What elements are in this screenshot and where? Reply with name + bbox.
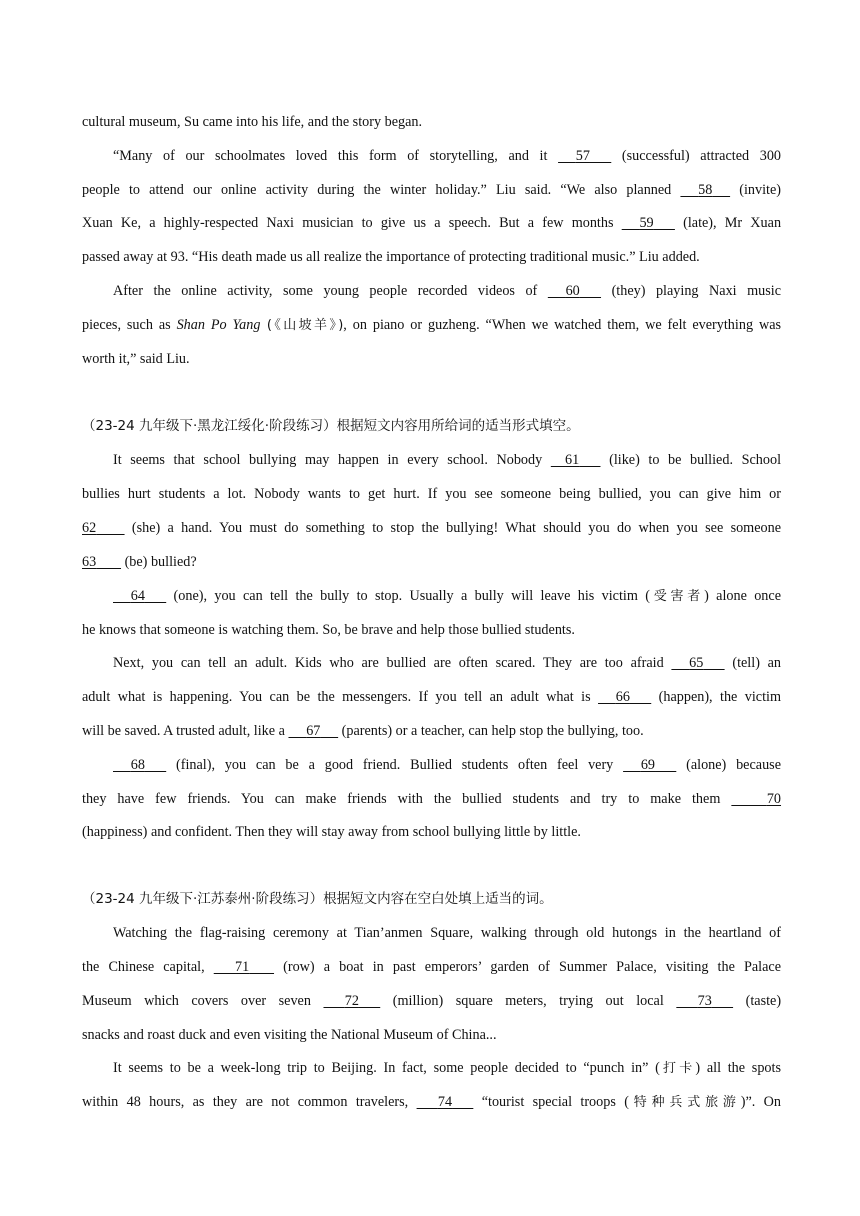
- text-line: Museum which covers over seven 72 (million) square meters, trying out local 73 (taste): [82, 993, 782, 1009]
- blank-67: 67: [306, 723, 321, 739]
- blank-65: 65: [689, 655, 704, 671]
- text-line: It seems that school bullying may happen in every school. Nobody 61 (like) to be bullied. School: [113, 452, 782, 468]
- section-heading: （23-24 九年级下·黑龙江绥化·阶段练习）根据短文内容用所给词的适当形式填空。: [82, 418, 580, 434]
- text-line: 64 (one), you can tell the bully to stop. Usually a bully will leave his victim (受害者) alone once: [113, 586, 781, 607]
- text-line: It seems to be a week-long trip to Beijing. In fact, some people decided to “punch in” (打卡) all the spots: [113, 1060, 781, 1076]
- text-line: worth it,” said Liu.: [82, 351, 190, 367]
- blank-71: 71: [235, 959, 250, 975]
- blank-63: 63: [82, 554, 97, 570]
- blank-59: 59: [639, 215, 654, 231]
- section-heading: （23-24 九年级下·江苏泰州·阶段练习）根据短文内容在空白处填上适当的词。: [82, 891, 553, 907]
- blank-68: 68: [130, 757, 145, 773]
- blank-74: 74: [437, 1094, 453, 1110]
- text-line: he knows that someone is watching them. So, be brave and help those bullied students.: [82, 622, 575, 638]
- blank-66: 66: [615, 689, 630, 705]
- text-line: “Many of our schoolmates loved this form of storytelling, and it 57 (successful) attracted 300: [113, 148, 782, 164]
- blank-58: 58: [698, 182, 713, 198]
- text-line: cultural museum, Su came into his life, and the story began.: [82, 114, 423, 130]
- text-line: the Chinese capital, 71 (row) a boat in past emperors’ garden of Summer Palace, visiting the Palace: [82, 959, 781, 975]
- text-line: people to attend our online activity during the winter holiday.” Liu said. “We also planned 58 (invite): [82, 182, 782, 198]
- text-line: 63 (be) bullied?: [82, 554, 197, 570]
- text-line: will be saved. A trusted adult, like a 67 (parents) or a teacher, can help stop the bullying, too.: [82, 723, 644, 739]
- text-line: (happiness) and confident. Then they will stay away from school bullying little by little.: [82, 824, 581, 840]
- text-line: Xuan Ke, a highly-respected Naxi musician to give us a speech. But a few months 59 (late), Mr Xuan: [82, 215, 782, 231]
- text-line: snacks and roast duck and even visiting the National Museum of China...: [82, 1027, 497, 1043]
- blank-69: 69: [640, 757, 656, 773]
- text-line: passed away at 93. “His death made us all realize the importance of protecting traditional music.” Liu added.: [82, 249, 700, 265]
- blank-72: 72: [344, 993, 359, 1009]
- blank-61: 61: [565, 452, 580, 468]
- text-line: 62 (she) a hand. You must do something to stop the bullying! What should you do when you see someone: [82, 520, 782, 536]
- blank-62: 62: [82, 520, 97, 536]
- text-line: pieces, such as Shan Po Yang (《山坡羊》), on piano or guzheng. “When we watched them, we felt everything was: [82, 317, 782, 333]
- text-line: After the online activity, some young people recorded videos of 60 (they) playing Naxi music: [113, 283, 782, 299]
- text-line: 68 (final), you can be a good friend. Bullied students often feel very 69 (alone) because: [113, 755, 781, 775]
- blank-64: 64: [130, 588, 145, 604]
- blank-60: 60: [565, 283, 580, 299]
- blank-57: 57: [575, 148, 590, 164]
- blank-70: 70: [766, 791, 782, 807]
- text-line: bullies hurt students a lot. Nobody wants to get hurt. If you see someone being bullied, you can give him or: [82, 486, 781, 502]
- text-line: they have few friends. You can make friends with the bullied students and try to make them 70: [82, 791, 782, 807]
- text-line: Next, you can tell an adult. Kids who are bullied are often scared. They are too afraid 65 (tell) an: [113, 655, 782, 671]
- text-line: adult what is happening. You can be the messengers. If you tell an adult what is 66 (happen), the victim: [82, 689, 781, 705]
- text-line: within 48 hours, as they are not common travelers, 74 “tourist special troops (特种兵式旅游)”. On: [82, 1094, 781, 1110]
- text-line: Watching the flag-raising ceremony at Tian’anmen Square, walking through old hutongs in the heartland of: [113, 925, 781, 941]
- song-title: Shan Po Yang: [176, 317, 261, 333]
- blank-73: 73: [697, 993, 712, 1009]
